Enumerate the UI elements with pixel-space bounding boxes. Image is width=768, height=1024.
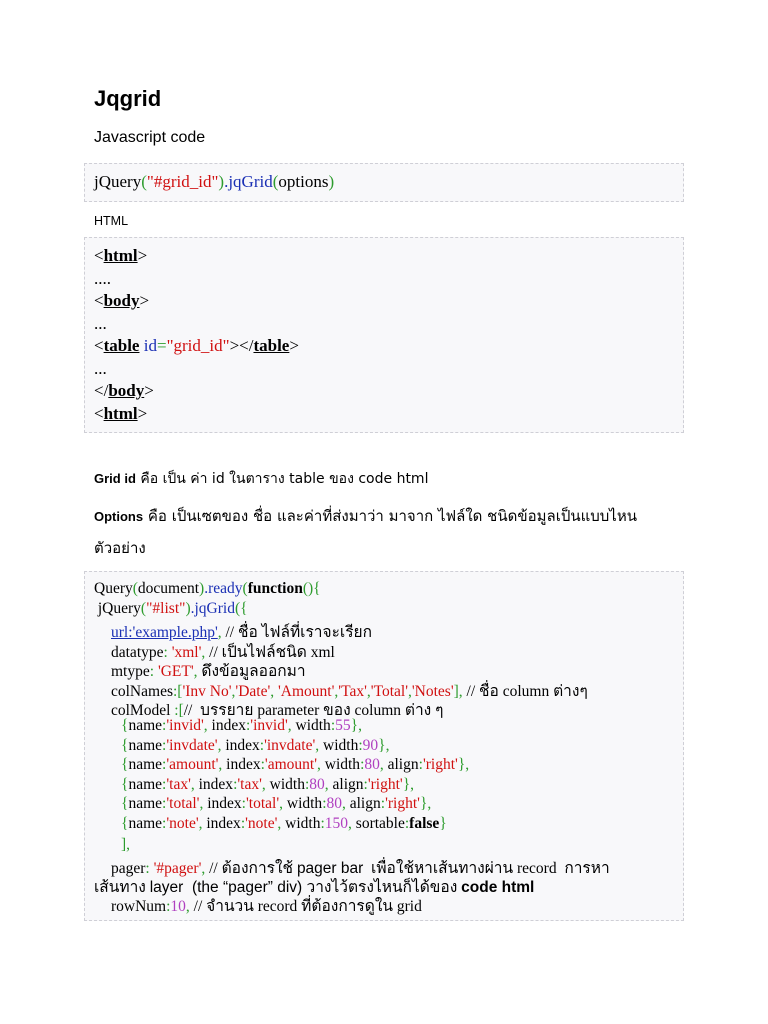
code-token: ( xyxy=(140,600,147,617)
code-token: 'xml' xyxy=(171,644,202,661)
code-token: name xyxy=(128,815,163,832)
code-token: : xyxy=(162,775,167,793)
code-token: pager xyxy=(111,860,146,877)
code-line xyxy=(94,381,154,401)
code-comment: pager bar xyxy=(296,860,364,877)
code-line xyxy=(94,246,147,266)
code-line xyxy=(94,404,147,424)
code-token: , xyxy=(201,644,206,661)
code-token: index xyxy=(226,756,261,774)
code-token: { xyxy=(121,775,129,793)
code-comment: เส้นทาง xyxy=(94,879,150,896)
code-token: : xyxy=(418,756,423,774)
code-token: ></ xyxy=(229,336,254,355)
example-php-link[interactable]: url:'example.php' xyxy=(111,624,218,641)
code-token: width xyxy=(269,775,305,793)
code-token: html xyxy=(103,246,138,265)
code-token: ( xyxy=(272,172,279,191)
code-token: index xyxy=(211,717,246,734)
code-token: .jqGrid xyxy=(224,172,273,191)
code-token: , xyxy=(315,736,324,754)
code-token: Query xyxy=(94,580,133,597)
code-token: { xyxy=(121,717,129,734)
code-token: "#grid_id" xyxy=(146,172,219,191)
page-title: Jqgrid xyxy=(94,86,162,111)
code-token: table xyxy=(253,336,290,355)
code-token: { xyxy=(121,815,129,832)
code-token: id xyxy=(139,336,157,355)
code-token: 'Tax' xyxy=(338,683,367,700)
code-token: : xyxy=(233,775,238,793)
code-token: 'right' xyxy=(367,775,403,793)
code-token: colModel xyxy=(111,702,171,719)
code-token: = xyxy=(156,336,167,355)
code-token: : xyxy=(162,815,167,832)
code-token: jQuery xyxy=(94,600,141,617)
code-token: < xyxy=(94,404,104,423)
code-token: , xyxy=(201,860,206,877)
code-token: } xyxy=(439,815,447,832)
code-line xyxy=(94,291,149,311)
code-token: width xyxy=(285,815,321,832)
code-token: 'tax' xyxy=(166,775,191,793)
code-token: index xyxy=(198,775,234,793)
code-line xyxy=(121,836,130,854)
code-token: , xyxy=(199,795,208,813)
code-token: < xyxy=(94,246,104,265)
code-token: 10 xyxy=(170,898,186,915)
code-comment: // บรรยาย parameter ของ column ต่าง ๆ xyxy=(183,702,444,719)
code-token: : xyxy=(304,775,310,793)
code-token: 150 xyxy=(324,815,349,832)
code-token: datatype xyxy=(111,644,164,661)
code-token: ) xyxy=(199,580,205,597)
code-token: : xyxy=(358,736,363,754)
code-token: , xyxy=(408,683,412,700)
code-token: }, xyxy=(402,775,415,793)
code-token: "grid_id" xyxy=(166,336,230,355)
code-token: , xyxy=(185,898,190,915)
code-token: ], xyxy=(453,683,463,700)
term-label: Options xyxy=(94,509,144,524)
code-token: , xyxy=(287,717,296,734)
code-token: , xyxy=(218,756,227,774)
code-token: , xyxy=(366,683,371,700)
code-token: 'right' xyxy=(422,756,458,774)
code-token: : xyxy=(322,795,327,813)
code-token: : xyxy=(145,860,154,877)
code-token: 'right' xyxy=(385,795,420,813)
code-token: 'Notes' xyxy=(411,683,454,700)
code-token: , xyxy=(324,775,333,793)
code-token: name xyxy=(128,717,163,734)
code-token: : xyxy=(363,775,368,793)
code-token: ) xyxy=(218,172,225,191)
code-token: > xyxy=(289,336,299,355)
code-token: (){ xyxy=(302,580,321,597)
code-token: options xyxy=(278,172,329,191)
code-token: : xyxy=(380,795,386,813)
code-comment: (the “pager” div) xyxy=(183,879,307,896)
code-token: false xyxy=(409,815,440,832)
code-token: mtype xyxy=(111,663,150,680)
code-token: align xyxy=(349,795,381,813)
section-subtitle: Javascript code xyxy=(94,129,206,146)
code-token: : xyxy=(240,815,246,832)
code-token: :[ xyxy=(170,702,184,719)
code-token: ( xyxy=(242,580,248,597)
code-token: , xyxy=(270,683,279,700)
code-token: }, xyxy=(419,795,432,813)
code-token: ( xyxy=(141,172,147,191)
code-token: , xyxy=(348,815,356,832)
code-token: width xyxy=(286,795,323,813)
code-token: , xyxy=(342,795,350,813)
code-token: , xyxy=(217,624,222,641)
code-comment: ดึงข้อมูลออกมา xyxy=(197,663,306,680)
code-token: { xyxy=(121,756,129,774)
term-text: คือ เป็น ค่า id ในตาราง table ของ code html xyxy=(135,471,429,487)
code-token: : xyxy=(162,736,167,754)
code-token: 'Inv No' xyxy=(182,683,232,700)
code-token: width xyxy=(324,756,361,774)
code-token: : xyxy=(360,756,365,774)
code-token: , xyxy=(317,756,325,774)
code-comment: เพื่อใช้หาเส้นทางผ่าน record การหา xyxy=(363,860,610,877)
code-line: ... xyxy=(94,359,107,378)
code-token: index xyxy=(225,736,260,754)
code-line xyxy=(94,580,321,598)
colmodel-row xyxy=(121,815,447,833)
code-token: function xyxy=(247,580,303,597)
code-token: rowNum xyxy=(111,898,167,915)
html-label: HTML xyxy=(94,214,129,228)
code-token: ({ xyxy=(234,600,248,617)
code-token: : xyxy=(404,815,410,832)
code-token: , xyxy=(379,756,388,774)
code-token: 'Total' xyxy=(370,683,408,700)
code-token: 'amount' xyxy=(264,756,317,774)
code-token: : xyxy=(241,795,246,813)
code-token: : xyxy=(162,795,167,813)
code-token: '#pager' xyxy=(153,860,202,877)
code-token: 'invid' xyxy=(250,717,288,734)
code-token: : xyxy=(245,717,251,734)
code-token: 'Amount' xyxy=(278,683,335,700)
code-token: < xyxy=(94,336,104,355)
code-token: , xyxy=(198,815,207,832)
code-token: body xyxy=(108,381,145,400)
code-token: : xyxy=(166,898,171,915)
html-code-block xyxy=(84,237,684,433)
code-comment: // จำนวน record ที่ต้องการดูใน grid xyxy=(189,898,422,915)
code-token: 55 xyxy=(335,717,351,734)
code-token: { xyxy=(121,795,129,813)
code-token: 80 xyxy=(364,756,380,774)
code-token: 'note' xyxy=(166,815,199,832)
colmodel-row xyxy=(121,795,431,813)
colmodel-row xyxy=(121,756,469,774)
code-token: 'tax' xyxy=(237,775,262,793)
code-token: : xyxy=(162,717,167,734)
code-token: jQuery xyxy=(94,172,142,191)
code-token: , xyxy=(203,717,212,734)
code-token: name xyxy=(128,736,163,754)
code-token: body xyxy=(103,291,140,310)
term-text: คือ เป็นเซตของ ชื่อ และค่าที่ส่งมาว่า มาจาก ไฟล์ใด ชนิดข้อมูลเป็นแบบไหน xyxy=(143,507,637,525)
code-token: }, xyxy=(378,736,390,754)
code-token: > xyxy=(137,404,148,423)
code-token: 'amount' xyxy=(166,756,219,774)
code-token: name xyxy=(128,756,163,774)
code-token: { xyxy=(121,736,129,754)
code-token: > xyxy=(137,246,148,265)
code-line xyxy=(111,893,422,918)
code-token: : xyxy=(162,756,167,774)
colmodel-row xyxy=(121,737,389,755)
example-label: ตัวอย่าง xyxy=(94,539,146,557)
code-token: 80 xyxy=(309,775,325,793)
code-token: , xyxy=(279,795,287,813)
code-token: name xyxy=(128,795,163,813)
code-token: , xyxy=(277,815,286,832)
code-line xyxy=(94,172,334,192)
code-token: sortable xyxy=(355,815,405,832)
code-token: }, xyxy=(457,756,470,774)
code-token: "#list" xyxy=(146,600,186,617)
code-comment: // เป็นไฟล์ชนิด xml xyxy=(205,644,335,661)
code-token: : xyxy=(149,663,158,680)
code-comment: layer xyxy=(149,879,184,896)
code-token: : xyxy=(163,644,172,661)
colmodel-row xyxy=(121,717,362,735)
code-line xyxy=(94,600,248,618)
code-token: : xyxy=(259,736,265,754)
code-token: :[ xyxy=(172,683,183,700)
code-token: index xyxy=(206,815,241,832)
code-token: , xyxy=(334,683,339,700)
code-comment: // ชื่อ ไฟล์ที่เราจะเรียก xyxy=(221,624,373,641)
example-code-block xyxy=(84,571,684,921)
code-token: html xyxy=(103,404,138,423)
code-token: ( xyxy=(132,580,138,597)
code-token: 'total' xyxy=(245,795,280,813)
code-comment: // ต้องการใช้ xyxy=(205,860,297,877)
code-token: colNames xyxy=(111,683,173,700)
code-token: width xyxy=(295,717,331,734)
code-line: ... xyxy=(94,314,107,333)
code-token: < xyxy=(94,291,104,310)
code-line: .... xyxy=(94,269,111,288)
code-token: ], xyxy=(121,836,131,853)
term-label: Grid id xyxy=(94,471,136,486)
code-token: width xyxy=(323,736,359,754)
code-token: 90 xyxy=(362,736,379,754)
code-token: table xyxy=(103,336,140,355)
code-token: name xyxy=(128,775,163,793)
code-token: align xyxy=(387,756,419,774)
code-token: document xyxy=(137,580,200,597)
code-line xyxy=(94,336,299,356)
code-token: .jqGrid xyxy=(190,600,235,617)
code-token: , xyxy=(193,663,198,680)
code-token: </ xyxy=(94,381,109,400)
code-token: .ready xyxy=(204,580,243,597)
code-token: : xyxy=(260,756,265,774)
code-token: 'invdate' xyxy=(264,736,316,754)
code-token: > xyxy=(144,381,154,400)
code-token: 'total' xyxy=(166,795,200,813)
code-token: > xyxy=(139,291,150,310)
code-token: index xyxy=(207,795,242,813)
code-token: , xyxy=(190,775,199,793)
code-token: 80 xyxy=(326,795,342,813)
options-description xyxy=(94,504,637,528)
code-token: , xyxy=(261,775,270,793)
code-token: , xyxy=(217,736,226,754)
js-code-block xyxy=(84,163,684,202)
code-token: ) xyxy=(185,600,191,617)
code-token: 'invdate' xyxy=(166,736,218,754)
code-token: : xyxy=(320,815,325,832)
code-token: 'GET' xyxy=(157,663,194,680)
code-token: 'note' xyxy=(245,815,278,832)
code-token: , xyxy=(231,683,236,700)
code-token: align xyxy=(332,775,364,793)
code-token: }, xyxy=(350,717,362,734)
code-token: 'Date' xyxy=(235,683,271,700)
code-token: 'invid' xyxy=(166,717,204,734)
code-comment: // ชื่อ column ต่างๆ xyxy=(462,683,588,700)
colmodel-row xyxy=(121,776,414,794)
code-token: ) xyxy=(328,172,335,191)
code-comment: code html xyxy=(461,879,535,896)
grid-id-description xyxy=(94,468,428,490)
code-token: : xyxy=(330,717,336,734)
code-comment: วางไว้ตรงไหนก็ได้ของ xyxy=(306,879,462,896)
